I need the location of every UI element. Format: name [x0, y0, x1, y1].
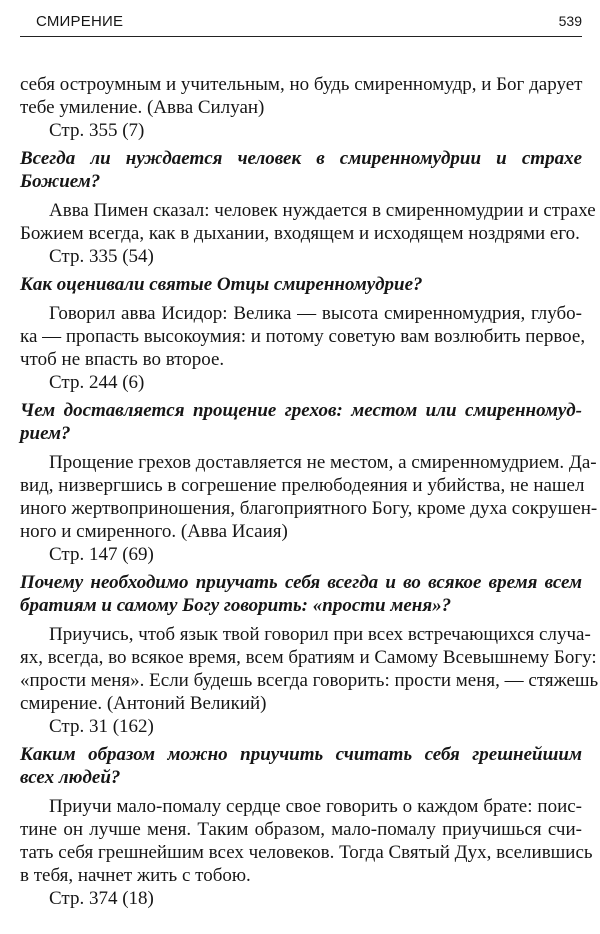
question-heading: [20, 399, 582, 445]
text-line: Стр. 31 (162): [49, 716, 154, 737]
answer-paragraph: [20, 199, 596, 245]
text-line: рием?: [20, 423, 71, 444]
text-line: Чем доставляется прощение грехов: местом или смиренномуд-: [20, 400, 582, 421]
text-line: тать себя грешнейшим всех человеков. Тогда Святый Дух, вселившись: [20, 842, 593, 863]
text-line: вид, низвергшись в согрешение прелюбодеяния и убийства, не нашел: [20, 475, 585, 496]
text-line: Приучи мало-помалу сердце свое говорить о каждом брате: поис-: [49, 796, 582, 817]
page-number: 539: [558, 13, 582, 29]
text-line: Почему необходимо приучать себя всегда и во всякое время всем: [20, 572, 582, 593]
text-line: Божием всегда, как в дыхании, входящем и исходящем ноздрями его.: [20, 223, 580, 244]
answer-paragraph: [20, 451, 598, 543]
text-line: Как оценивали святые Отцы смиренномудрие?: [20, 274, 423, 295]
text-line: Каким образом можно приучить считать себя грешнейшим: [20, 744, 582, 765]
text-line: себя остроумным и учительным, но будь смиренномудр, и Бог дарует: [20, 74, 583, 95]
text-line: Стр. 244 (6): [49, 372, 145, 393]
text-line: Стр. 374 (18): [49, 888, 154, 909]
question-heading: [20, 571, 582, 617]
source-reference: [20, 887, 582, 910]
text-line: «прости меня». Если будешь всегда говорить: прости меня, — стяжешь: [20, 670, 599, 691]
question-heading: [20, 147, 582, 193]
text-line: в тебя, начнет жить с тобою.: [20, 865, 251, 886]
text-line: чтоб не впасть во второе.: [20, 349, 225, 370]
chapter-title: СМИРЕНИЕ: [36, 13, 124, 30]
answer-paragraph: [20, 302, 586, 371]
text-line: всех людей?: [20, 767, 121, 788]
text-line: ка — пропасть высокоумия: и потому советую вам возлюбить первое,: [20, 326, 586, 347]
text-line: братиям и самому Богу говорить: «прости меня»?: [20, 595, 452, 616]
source-reference: [20, 715, 582, 738]
source-reference: [20, 371, 582, 394]
text-line: Стр. 147 (69): [49, 544, 154, 565]
source-reference: [20, 543, 582, 566]
text-line: Стр. 335 (54): [49, 246, 154, 267]
running-header: [20, 10, 582, 37]
text-line: ного и смиренного. (Авва Исаия): [20, 521, 288, 542]
answer-paragraph: [20, 623, 599, 715]
text-line: иного жертвоприношения, благоприятного Богу, кроме духа сокрушен-: [20, 498, 598, 519]
source-reference: [20, 119, 582, 142]
text-line: Приучись, чтоб язык твой говорил при всех встречающихся случа-: [49, 624, 591, 645]
text-line: Стр. 355 (7): [49, 120, 145, 141]
text-line: Божием?: [20, 171, 101, 192]
text-line: Говорил авва Исидор: Велика — высота смиренномудрия, глубо-: [49, 303, 582, 324]
question-heading: [20, 743, 582, 789]
text-line: тине он лучше меня. Таким образом, мало-помалу приучишься счи-: [20, 819, 582, 840]
text-line: ях, всегда, во всякое время, всем братиям и Самому Всевышнему Богу:: [20, 647, 597, 668]
answer-paragraph: [20, 73, 582, 119]
text-line: Прощение грехов доставляется не местом, а смиренномудрием. Да-: [49, 452, 597, 473]
text-line: смирение. (Антоний Великий): [20, 693, 267, 714]
text-line: Авва Пимен сказал: человек нуждается в смиренномудрии и страхе: [49, 200, 596, 221]
source-reference: [20, 245, 582, 268]
text-line: тебе умиление. (Авва Силуан): [20, 97, 265, 118]
text-line: Всегда ли нуждается человек в смиренномудрии и страхе: [20, 148, 582, 169]
answer-paragraph: [20, 795, 593, 887]
question-heading: [20, 273, 582, 296]
page-body: [20, 73, 599, 910]
